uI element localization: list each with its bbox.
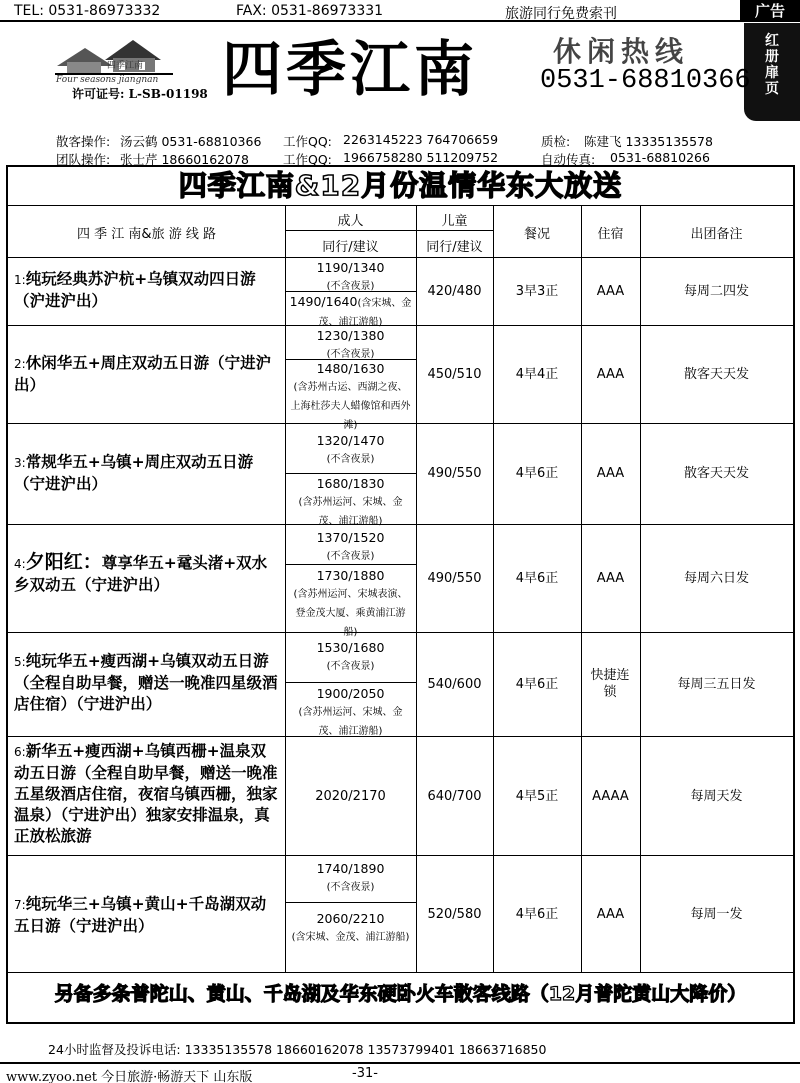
price-subdivider bbox=[285, 902, 416, 903]
departure-note: 每周六日发 bbox=[683, 571, 749, 586]
route-title: 纯玩经典苏沪杭+乌镇双动四日游（沪进沪出） bbox=[14, 270, 256, 310]
price-note: (含宋城、金茂、浦江游船) bbox=[291, 932, 410, 943]
qq-numbers: 1966758280 511209752 bbox=[343, 150, 499, 165]
hotel-class: AAA bbox=[596, 284, 625, 299]
route-number: 5: bbox=[14, 655, 26, 669]
header-adult: 成人 bbox=[337, 214, 364, 229]
route-title: 新华五+瘦西湖+乌镇西栅+温泉双动五日游（全程自助早餐，赠送一晚准五星级酒店住宿，夜宿乌镇西栅，独家温泉）（宁进沪出）独家安排温泉，真正放松旅游 bbox=[14, 742, 278, 845]
price-note: (含宋城、金茂、浦江游船) bbox=[318, 298, 412, 328]
route-number: 2: bbox=[14, 357, 26, 371]
adult-price-7a bbox=[285, 860, 416, 896]
team-ops-contact: 张士芹 18660162078 bbox=[120, 152, 249, 167]
route-7 bbox=[14, 894, 280, 937]
logo-mini-text: 四季江南 bbox=[107, 61, 144, 71]
adult-price-2a bbox=[285, 327, 416, 363]
price-note: (含苏州运河、宋城表演、登金茂大厦、乘黄浦江游船) bbox=[293, 589, 408, 638]
bottom-divider bbox=[0, 1062, 800, 1064]
ops-label: 散客操作: bbox=[56, 134, 111, 149]
meals: 4早4正 bbox=[515, 367, 559, 382]
fax-label: 自动传真: bbox=[541, 152, 596, 167]
adult-price-5b bbox=[290, 685, 411, 740]
route-title: 纯玩华五+瘦西湖+乌镇双动五日游（全程自助早餐，赠送一晚准四星级酒店住宿）（宁进沪出） bbox=[14, 652, 278, 713]
side-tab-char: 扉 bbox=[765, 65, 779, 81]
header-route: 四 季 江 南&旅 游 线 路 bbox=[77, 227, 216, 242]
logo-subtitle: Four seasons jiangnan bbox=[56, 75, 159, 85]
departure-note: 每周三五日发 bbox=[677, 677, 756, 692]
price-note: (含苏州运河、宋城、金茂、浦江游船) bbox=[298, 707, 403, 737]
price-value: 1190/1340 bbox=[316, 260, 385, 275]
side-tab-char: 册 bbox=[765, 49, 779, 65]
price-note: (不含夜景) bbox=[326, 454, 375, 465]
ad-badge: 广告 bbox=[740, 0, 800, 22]
table-banner: 四季江南&12月份温情华东大放送 bbox=[178, 169, 623, 202]
col-divider bbox=[581, 205, 582, 972]
hotel-class: AAA bbox=[596, 367, 625, 382]
route-2 bbox=[14, 353, 280, 396]
route-3 bbox=[14, 452, 280, 495]
departure-note: 散客天天发 bbox=[683, 466, 749, 481]
adult-price-5a bbox=[285, 639, 416, 675]
price-value: 1900/2050 bbox=[316, 686, 385, 701]
route-table bbox=[6, 165, 795, 1024]
adult-price-2b bbox=[290, 360, 411, 434]
top-bar bbox=[0, 0, 800, 22]
qq-label: 工作QQ: bbox=[283, 134, 332, 149]
qq-label: 工作QQ: bbox=[283, 152, 332, 167]
adult-price-4a bbox=[285, 529, 416, 565]
side-tab-char: 页 bbox=[765, 81, 779, 97]
qq-numbers: 2263145223 764706659 bbox=[343, 132, 499, 147]
child-price: 640/700 bbox=[427, 789, 482, 804]
route-number: 6: bbox=[14, 745, 26, 759]
header-child-sub: 同行/建议 bbox=[426, 240, 483, 255]
hotline-label: 休闲热线 bbox=[553, 35, 690, 68]
row-divider bbox=[8, 205, 793, 206]
page-number: -31- bbox=[352, 1066, 378, 1081]
tel-text: TEL: 0531-86973332 bbox=[14, 3, 161, 19]
route-number: 7: bbox=[14, 898, 26, 912]
price-note: (不含夜景) bbox=[326, 281, 375, 292]
header-child: 儿童 bbox=[441, 214, 468, 229]
route-5 bbox=[14, 651, 282, 715]
price-note: (含苏州古运、西湖之夜、上海杜莎夫人蜡像馆和西外滩) bbox=[290, 382, 411, 431]
brand-title: 四季江南 bbox=[222, 35, 478, 105]
side-tab-char: 红 bbox=[765, 33, 779, 49]
meals: 4早6正 bbox=[515, 677, 559, 692]
hotel-class: AAA bbox=[596, 907, 625, 922]
ops-contact: 汤云鹤 0531-68810366 bbox=[120, 134, 262, 149]
price-note: (不含夜景) bbox=[326, 349, 375, 360]
child-price: 490/550 bbox=[427, 466, 482, 481]
additional-routes-note: 另备多条普陀山、黄山、千岛湖及华东硬卧火车散客线路（12月普陀黄山大降价） bbox=[54, 983, 747, 1005]
side-tab bbox=[744, 23, 800, 121]
child-price: 420/480 bbox=[427, 284, 482, 299]
price-subdivider bbox=[285, 682, 416, 683]
hotline-number: 0531-68810366 bbox=[540, 66, 751, 96]
hotel-class: 快捷连锁 bbox=[590, 668, 630, 700]
adult-price-1b bbox=[288, 293, 413, 331]
child-price: 450/510 bbox=[427, 367, 482, 382]
child-price: 490/550 bbox=[427, 571, 482, 586]
route-title: 纯玩华三+乌镇+黄山+千岛湖双动五日游（宁进沪出） bbox=[14, 895, 267, 935]
price-subdivider bbox=[285, 473, 416, 474]
header-subdivider bbox=[285, 230, 493, 231]
route-number: 3: bbox=[14, 456, 26, 470]
license-number: 许可证号: L-SB-01198 bbox=[72, 87, 208, 101]
meals: 4早6正 bbox=[515, 907, 559, 922]
price-value: 1730/1880 bbox=[316, 568, 385, 583]
route-number: 4: bbox=[14, 557, 26, 571]
price-value: 1480/1630 bbox=[316, 361, 385, 376]
price-value: 2060/2210 bbox=[316, 911, 385, 926]
qc-label: 质检: bbox=[541, 134, 571, 149]
child-price: 520/580 bbox=[427, 907, 482, 922]
price-value: 1230/1380 bbox=[316, 328, 385, 343]
header-hotel: 住宿 bbox=[597, 227, 624, 242]
price-value: 1530/1680 bbox=[316, 640, 385, 655]
adult-price-1a bbox=[285, 259, 416, 295]
route-number: 1: bbox=[14, 273, 26, 287]
header-adult-sub: 同行/建议 bbox=[322, 240, 379, 255]
route-4 bbox=[14, 552, 280, 596]
adult-price-7b bbox=[290, 910, 411, 946]
departure-note: 每周二四发 bbox=[683, 284, 749, 299]
price-note: (不含夜景) bbox=[326, 661, 375, 672]
route-1 bbox=[14, 269, 280, 312]
departure-note: 每周一发 bbox=[690, 907, 743, 922]
complaint-hotline: 24小时监督及投诉电话: 13335135578 18660162078 13573799401 18663716850 bbox=[48, 1042, 547, 1057]
adult-price-4b bbox=[290, 567, 411, 641]
price-note: (不含夜景) bbox=[326, 551, 375, 562]
route-title: 尊享华五+鼋头渚+双水乡双动五（宁进沪出） bbox=[14, 554, 268, 594]
price-note: (不含夜景) bbox=[326, 882, 375, 893]
adult-price-6: 2020/2170 bbox=[315, 789, 386, 804]
header-meals: 餐况 bbox=[523, 227, 550, 242]
route-title: 常规华五+乌镇+周庄双动五日游（宁进沪出） bbox=[14, 453, 254, 493]
price-value: 1680/1830 bbox=[316, 476, 385, 491]
fax-text: FAX: 0531-86973331 bbox=[236, 3, 384, 19]
hotel-class: AAAA bbox=[592, 789, 629, 804]
departure-note: 散客天天发 bbox=[683, 367, 749, 382]
adult-price-3a bbox=[285, 432, 416, 468]
col-divider bbox=[416, 205, 417, 972]
adult-price-3b bbox=[290, 475, 411, 530]
meals: 4早6正 bbox=[515, 571, 559, 586]
price-note: (含苏州运河、宋城、金茂、浦江游船) bbox=[298, 497, 403, 527]
price-value: 1370/1520 bbox=[316, 530, 385, 545]
price-value: 1320/1470 bbox=[316, 433, 385, 448]
slogan-text: 旅游同行免费索刊 bbox=[505, 6, 617, 22]
col-divider bbox=[493, 205, 494, 972]
meals: 4早5正 bbox=[515, 789, 559, 804]
route-highlight: 夕阳红： bbox=[25, 551, 102, 573]
header-notes: 出团备注 bbox=[690, 227, 743, 242]
col-divider bbox=[285, 205, 286, 972]
price-value: 1490/1640 bbox=[289, 294, 358, 309]
departure-note: 每周天发 bbox=[690, 789, 743, 804]
team-ops-label: 团队操作: bbox=[56, 152, 111, 167]
row-divider bbox=[8, 855, 793, 856]
row-divider bbox=[8, 972, 793, 973]
child-price: 540/600 bbox=[427, 677, 482, 692]
site-footer: www.zyoo.net 今日旅游·畅游天下 山东版 bbox=[6, 1070, 253, 1083]
hotel-class: AAA bbox=[596, 571, 625, 586]
route-title: 休闲华五+周庄双动五日游（宁进沪出） bbox=[14, 354, 272, 394]
price-value: 1740/1890 bbox=[316, 861, 385, 876]
col-divider bbox=[640, 205, 641, 972]
meals: 3早3正 bbox=[515, 284, 559, 299]
meals: 4早6正 bbox=[515, 466, 559, 481]
row-divider bbox=[8, 257, 793, 258]
auto-fax: 0531-68810266 bbox=[610, 150, 710, 165]
hotel-class: AAA bbox=[596, 466, 625, 481]
route-6 bbox=[14, 741, 280, 847]
qc-contact: 陈建飞 13335135578 bbox=[584, 134, 713, 149]
